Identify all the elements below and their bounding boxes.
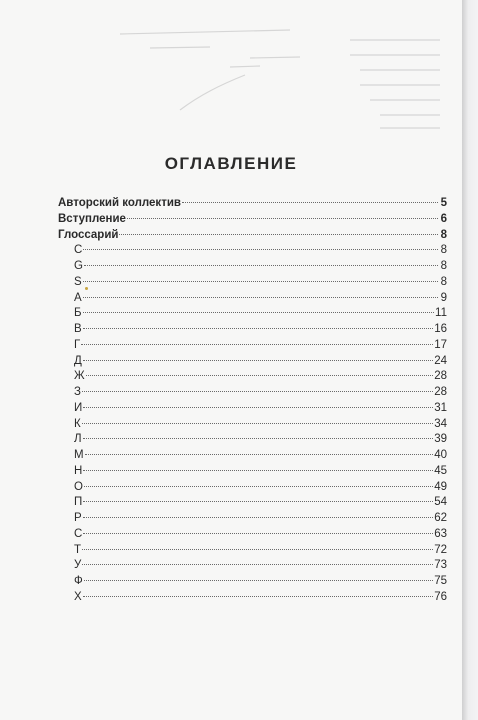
toc-subentry[interactable] [58, 558, 447, 574]
toc-entry-label: П [74, 496, 83, 509]
toc-entry-label: Д [74, 354, 82, 367]
toc-entry-page: 72 [434, 543, 447, 556]
toc-entry-label: Т [74, 543, 82, 556]
toc-entry-label: Вступление [58, 212, 126, 225]
dot-leader [83, 249, 438, 250]
page-edge-shadow [462, 0, 478, 720]
toc-subentry[interactable] [58, 369, 447, 385]
dot-leader [83, 470, 433, 471]
toc-entry-page: 6 [440, 212, 447, 225]
dot-leader [83, 360, 433, 361]
toc-entry-page: 5 [440, 197, 447, 209]
dot-leader [86, 375, 434, 376]
show-through-text [0, 0, 462, 130]
toc-entry-page: 73 [434, 559, 447, 572]
toc-subentry[interactable] [58, 322, 447, 338]
toc-entry-page: 28 [434, 386, 447, 398]
toc-subentry[interactable] [58, 306, 447, 322]
toc-entry-label: Г [74, 338, 81, 351]
dot-leader [82, 549, 433, 550]
toc-entry-label: О [74, 480, 83, 493]
toc-entry-label: Л [74, 433, 82, 446]
dot-leader [83, 501, 433, 502]
toc-subentry[interactable] [58, 590, 447, 606]
toc-entry-page: 9 [440, 291, 447, 304]
dot-leader [119, 234, 438, 235]
toc-subentry[interactable] [58, 417, 447, 433]
toc-entry-label: G [74, 260, 83, 272]
toc-subentry[interactable] [58, 385, 447, 401]
toc-entry-page: 62 [434, 512, 447, 524]
show-through-svg [0, 0, 462, 130]
toc-entry-page: 40 [434, 449, 447, 461]
toc-entry[interactable] [58, 228, 447, 244]
toc-entry-label: Н [74, 464, 83, 477]
toc-entry-label: Ф [74, 575, 83, 587]
toc-subentry[interactable] [58, 464, 447, 480]
toc-subentry[interactable] [58, 243, 447, 259]
toc-subentry[interactable] [58, 574, 447, 590]
dot-leader [83, 328, 434, 329]
dot-leader [81, 344, 433, 345]
dot-leader [84, 265, 438, 266]
toc-subentry[interactable] [58, 527, 447, 543]
toc-entry-label: Р [74, 512, 82, 524]
dot-leader [83, 533, 433, 534]
toc-subentry[interactable] [58, 480, 447, 496]
dot-leader [82, 564, 433, 565]
toc-entry-page: 16 [434, 323, 447, 335]
toc-entry-label: В [74, 323, 82, 335]
dot-leader [83, 281, 438, 282]
toc-entry-label: С [74, 527, 83, 540]
toc-subentry[interactable] [58, 448, 447, 464]
toc-entry-page: 76 [434, 590, 447, 603]
toc-entry-page: 39 [434, 433, 447, 446]
toc-entry-label: Глоссарий [58, 228, 119, 241]
toc-entry-label: Х [74, 590, 82, 603]
toc-entry-label: S [74, 275, 82, 288]
toc-subentry[interactable] [58, 511, 447, 527]
toc-entry[interactable] [58, 212, 447, 228]
toc-entry-page: 8 [440, 228, 447, 241]
toc-entry-page: 28 [434, 370, 447, 383]
toc-entry-page: 54 [434, 496, 447, 509]
table-of-contents [58, 196, 447, 606]
dot-leader [84, 580, 433, 581]
toc-entry-label: К [74, 417, 81, 430]
toc-entry-page: 11 [435, 307, 447, 320]
toc-entry-page: 63 [434, 527, 447, 540]
dot-leader [83, 596, 434, 597]
toc-entry-page: 17 [434, 338, 447, 351]
toc-subentry[interactable] [58, 338, 447, 354]
toc-entry-label: А [74, 291, 82, 304]
dot-leader [83, 312, 435, 313]
dot-leader [83, 407, 433, 408]
dot-leader [83, 438, 434, 439]
toc-subentry[interactable] [58, 401, 447, 417]
toc-subentry[interactable] [58, 291, 447, 307]
toc-entry-label: У [74, 559, 82, 572]
dot-leader [82, 391, 433, 392]
ink-speck [85, 287, 88, 290]
toc-entry-label: З [74, 386, 81, 398]
dot-leader [82, 423, 434, 424]
toc-subentry[interactable] [58, 275, 447, 291]
dot-leader [84, 486, 433, 487]
dot-leader [182, 202, 438, 203]
toc-subentry[interactable] [58, 259, 447, 275]
toc-subentry[interactable] [58, 432, 447, 448]
toc-entry-label: Б [74, 307, 82, 320]
toc-entry-label: И [74, 401, 83, 414]
toc-entry-label: Ж [74, 370, 85, 383]
toc-entry-page: 24 [434, 354, 447, 367]
dot-leader [83, 297, 438, 298]
toc-subentry[interactable] [58, 495, 447, 511]
toc-entry-page: 8 [440, 275, 447, 288]
dot-leader [83, 517, 434, 518]
page-title: ОГЛАВЛЕНИЕ [164, 154, 298, 173]
toc-entry[interactable] [58, 196, 447, 212]
dot-leader [127, 218, 438, 219]
toc-entry-page: 8 [440, 244, 447, 257]
toc-subentry[interactable] [58, 354, 447, 370]
toc-entry-label: М [74, 449, 84, 461]
toc-entry-page: 75 [434, 575, 447, 587]
toc-entry-page: 8 [440, 260, 447, 272]
toc-subentry[interactable] [58, 543, 447, 559]
toc-entry-page: 45 [434, 464, 447, 477]
toc-entry-label: Авторский коллектив [58, 197, 181, 209]
dot-leader [85, 454, 434, 455]
toc-entry-label: C [74, 244, 83, 257]
toc-entry-page: 49 [434, 480, 447, 493]
toc-entry-page: 31 [434, 401, 447, 414]
toc-entry-page: 34 [434, 417, 447, 430]
